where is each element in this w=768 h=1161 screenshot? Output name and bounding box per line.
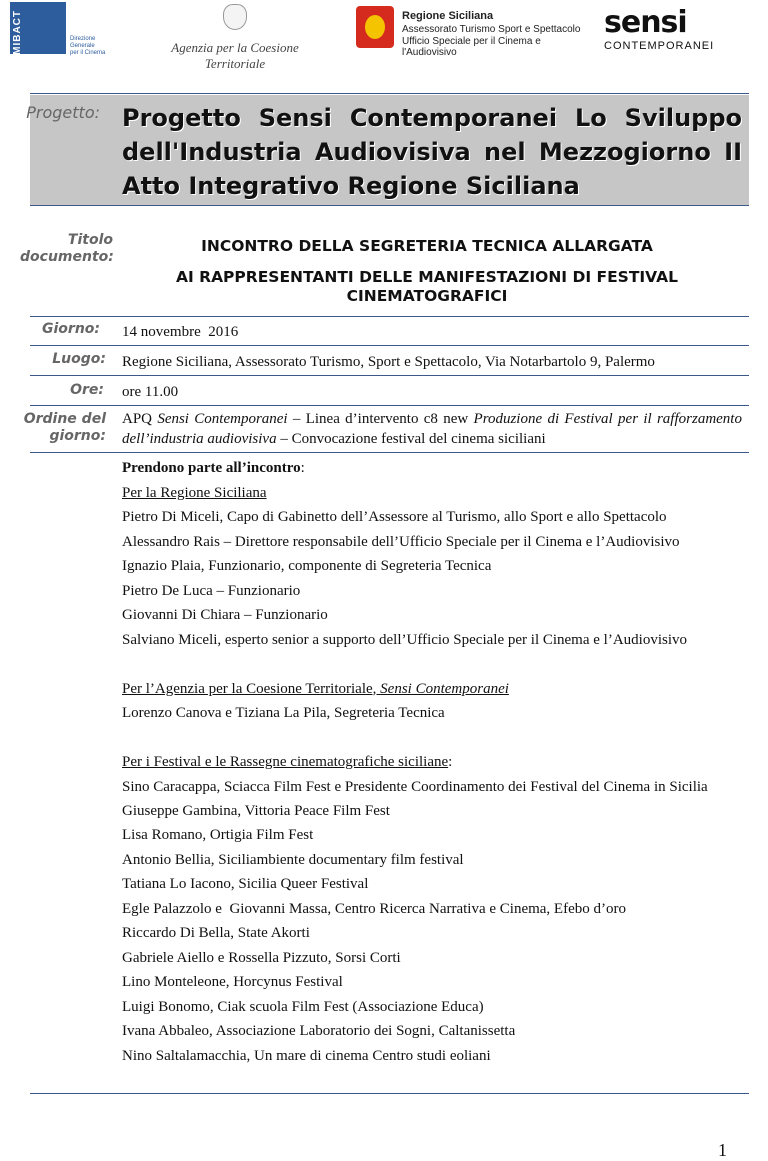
list-item: Antonio Bellia, Siciliambiente documentary film festival — [122, 851, 464, 868]
ore-value: ore 11.00 — [122, 384, 179, 400]
list-item: Sino Caracappa, Sciacca Film Fest e Presidente Coordinamento dei Festival del Cinema in Sicilia — [122, 778, 708, 795]
list-item: Pietro De Luca – Funzionario — [122, 582, 301, 599]
project-title: Progetto Sensi Contemporanei Lo Sviluppo dell'Industria Audiovisiva nel Mezzogiorno II Atto Integrativo Regione Siciliana — [122, 104, 742, 200]
divider — [30, 405, 749, 406]
logos-header — [0, 0, 768, 70]
list-item: Ignazio Plaia, Funzionario, componente di Segreteria Tecnica — [122, 558, 492, 574]
sensi-contemporanei-logo: sensi CONTEMPORANEI — [604, 5, 715, 52]
list-item: Giuseppe Gambina, Vittoria Peace Film Fest — [122, 802, 390, 819]
divider — [30, 452, 749, 453]
list-item: Nino Saltalamacchia, Un mare di cinema Centro studi eoliani — [122, 1047, 491, 1064]
page-number: 1 — [718, 1140, 727, 1160]
giorno-label: Giorno: — [42, 321, 100, 337]
ore-label: Ore: — [70, 382, 104, 398]
document-title-line1: INCONTRO DELLA SEGRETERIA TECNICA ALLARGATA — [201, 237, 653, 255]
list-item: Pietro Di Miceli, Capo di Gabinetto dell’Assessore al Turismo, allo Sport e allo Spettacolo — [122, 509, 667, 525]
mibact-logo: MIBACT Direzione Generale per il Cinema — [10, 2, 120, 56]
divider — [30, 375, 749, 376]
divider — [30, 1093, 749, 1094]
divider — [30, 345, 749, 346]
trinacria-icon — [356, 6, 394, 48]
list-item: Riccardo Di Bella, State Akorti — [122, 925, 310, 941]
luogo-value: Regione Siciliana, Assessorato Turismo, Sport e Spettacolo, Via Notarbartolo 9, Palermo — [122, 354, 655, 370]
divider — [30, 93, 749, 94]
list-item: Lino Monteleone, Horcynus Festival — [122, 974, 343, 990]
document-title-line2: AI RAPPRESENTANTI DELLE MANIFESTAZIONI DI FESTIVAL CINEMATOGRAFICI — [175, 268, 679, 305]
republic-emblem-icon — [223, 4, 247, 30]
list-item: Tatiana Lo Iacono, Sicilia Queer Festival — [122, 876, 369, 892]
list-item: Ivana Abbaleo, Associazione Laboratorio dei Sogni, Caltanissetta — [122, 1023, 516, 1039]
list-item: Giovanni Di Chiara – Funzionario — [122, 607, 328, 623]
giorno-value: 14 novembre 2016 — [122, 324, 239, 340]
list-item: Salviano Miceli, esperto senior a supporto dell’Ufficio Speciale per il Cinema e l’Audiovisivo — [122, 631, 688, 648]
list-item: Luigi Bonomo, Ciak scuola Film Fest (Associazione Educa) — [122, 998, 484, 1015]
list-item: Gabriele Aiello e Rossella Pizzuto, Sorsi Corti — [122, 949, 401, 966]
list-item: Lisa Romano, Ortigia Film Fest — [122, 827, 314, 843]
document-title-label: Titolo documento: — [20, 232, 114, 265]
project-label: Progetto: — [26, 103, 100, 122]
agenzia-coesione-logo: Agenzia per la Coesione Territoriale — [150, 4, 320, 58]
agenzia-heading: Per l’Agenzia per la Coesione Territoriale, Sensi Contemporanei — [122, 680, 509, 697]
regione-siciliana-logo: Regione Siciliana Assessorato Turismo Sport e Spettacolo Ufficio Speciale per il Cinema e l'Audiovisivo — [356, 6, 586, 54]
luogo-label: Luogo: — [52, 351, 106, 367]
participants-section — [122, 456, 742, 1068]
divider — [30, 316, 749, 317]
list-item: Egle Palazzolo e Giovanni Massa, Centro Ricerca Narrativa e Cinema, Efebo d’oro — [122, 900, 626, 917]
list-item: Lorenzo Canova e Tiziana La Pila, Segreteria Tecnica — [122, 705, 445, 721]
festival-heading: Per i Festival e le Rassegne cinematografiche siciliane: — [122, 754, 453, 770]
participants-heading: Prendono parte all’incontro: — [122, 460, 305, 476]
divider — [30, 205, 749, 206]
ordine-label: Ordine del giorno: — [23, 411, 106, 444]
regione-heading: Per la Regione Siciliana — [122, 484, 267, 501]
list-item: Alessandro Rais – Direttore responsabile dell’Ufficio Speciale per il Cinema e l’Audiovisivo — [122, 533, 680, 550]
ordine-value: APQ Sensi Contemporanei – Linea d’intervento c8 new Produzione di Festival per il rafforzamento dell’industria audiovisiva – Convocazione festival del cinema siciliani — [122, 411, 742, 447]
